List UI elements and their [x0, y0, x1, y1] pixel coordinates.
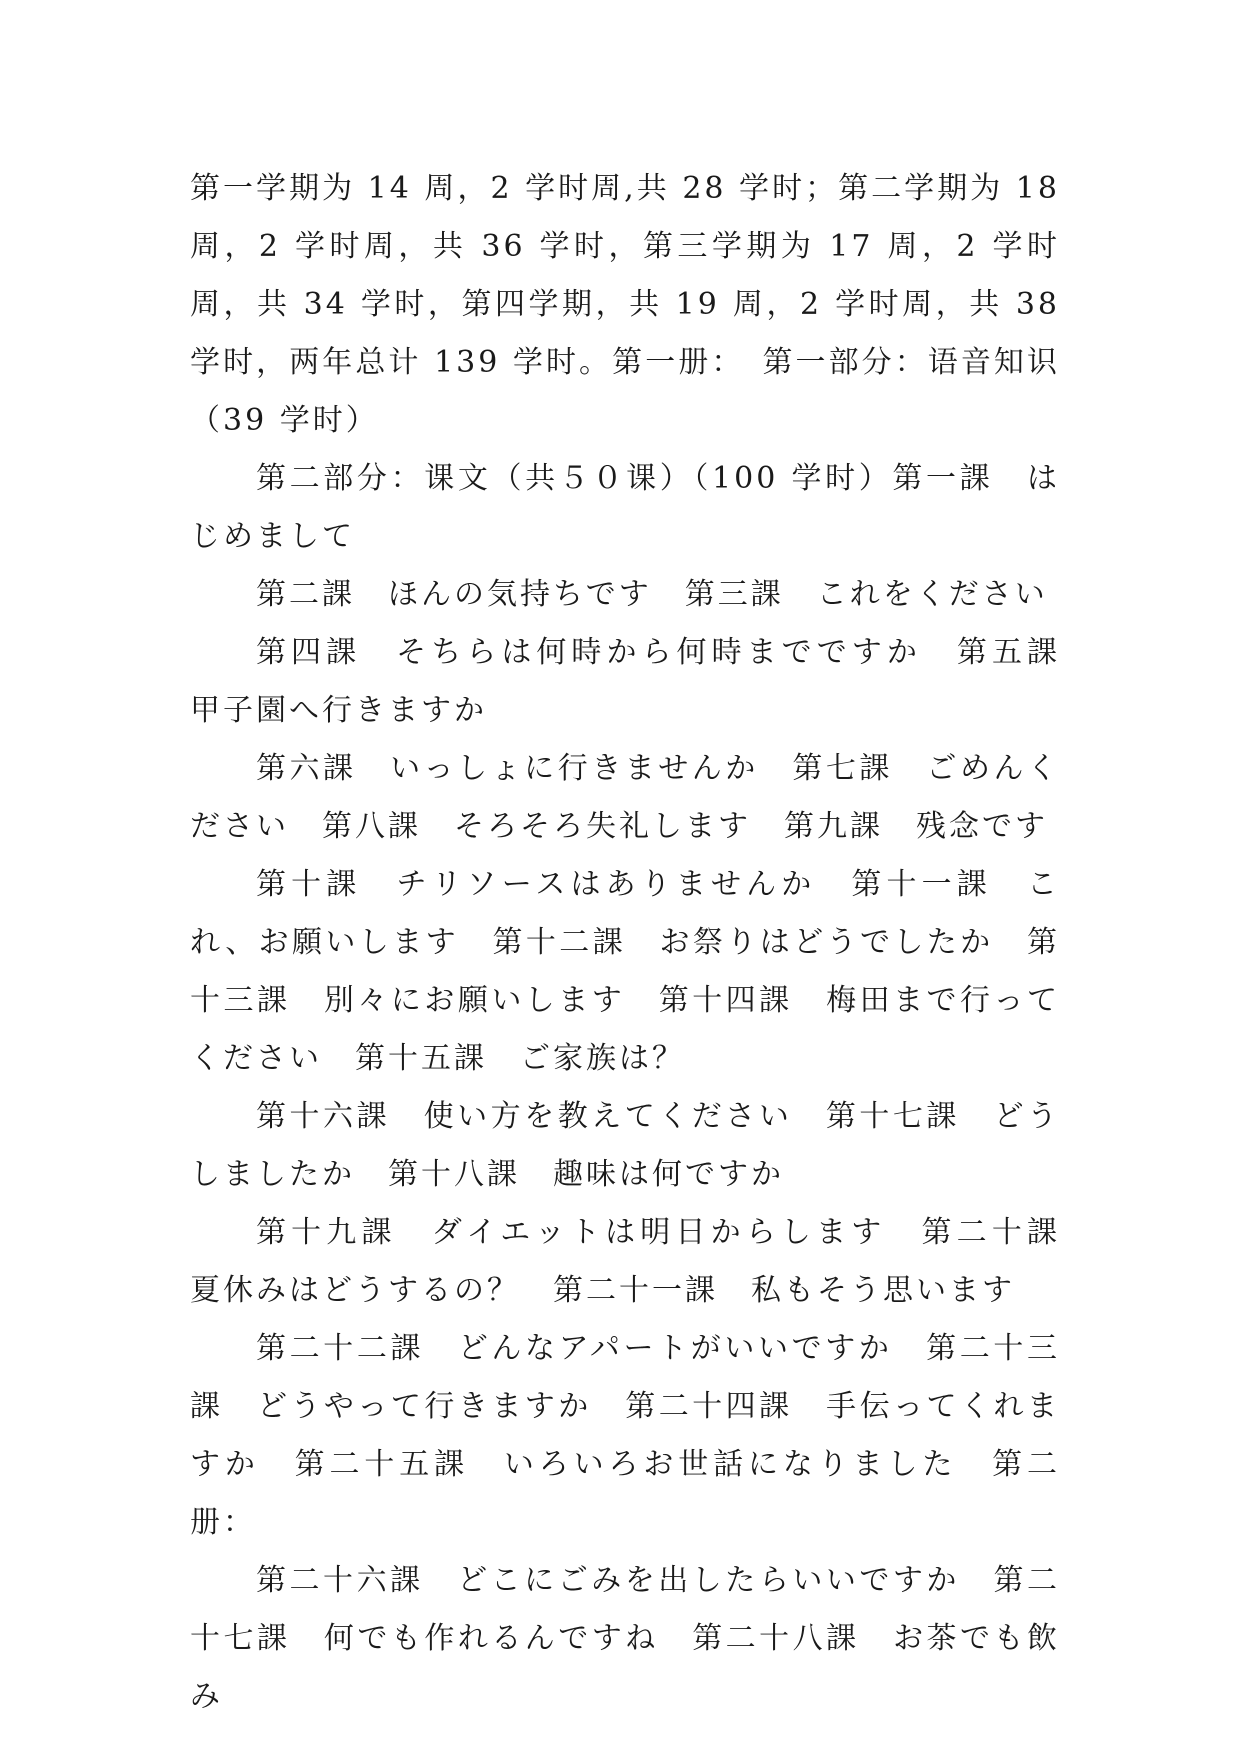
- paragraph-lessons-6-9: 第六課 いっしょに行きませんか 第七課 ごめんください 第八課 そろそろ失礼します 第九課 残念です: [190, 751, 1060, 844]
- paragraph-schedule: 第一学期为 14 周，2 学时周,共 28 学时；第二学期为 18 周，2 学时周，共 36 学时，第三学期为 17 周，2 学时周，共 34 学时，第四学期，共 19 周，2 学时周，共 38 学时，两年总计 139 学时。第一册： 第一部分：语音知识（39 学时）: [190, 171, 1060, 438]
- paragraph-part-two-lesson-1: 第二部分：课文（共５０课）（100 学时）第一課 はじめまして: [190, 461, 1060, 554]
- document-body: [190, 160, 1093, 1726]
- paragraph-lessons-16-18: 第十六課 使い方を教えてください 第十七課 どうしましたか 第十八課 趣味は何ですか: [190, 1099, 1060, 1192]
- paragraph-lessons-19-21: 第十九課 ダイエットは明日からします 第二十課 夏休みはどうするの？ 第二十一課 私もそう思います: [190, 1215, 1093, 1308]
- paragraph-lessons-10-15: 第十課 チリソースはありませんか 第十一課 これ、お願いします 第十二課 お祭りはどうでしたか 第十三課 別々にお願いします 第十四課 梅田まで行ってください 第十五課 ご家族は？: [190, 867, 1060, 1076]
- paragraph-lessons-26-28: 第二十六課 どこにごみを出したらいいですか 第二十七課 何でも作れるんですね 第二十八課 お茶でも飲み: [190, 1563, 1060, 1714]
- paragraph-lessons-4-5: 第四課 そちらは何時から何時までですか 第五課 甲子園へ行きますか: [190, 635, 1093, 728]
- paragraph-lessons-2-3: 第二課 ほんの気持ちです 第三課 これをください: [256, 577, 1048, 612]
- paragraph-lessons-22-25: 第二十二課 どんなアパートがいいですか 第二十三課 どうやって行きますか 第二十四課 手伝ってくれますか 第二十五課 いろいろお世話になりました 第二册：: [190, 1331, 1060, 1540]
